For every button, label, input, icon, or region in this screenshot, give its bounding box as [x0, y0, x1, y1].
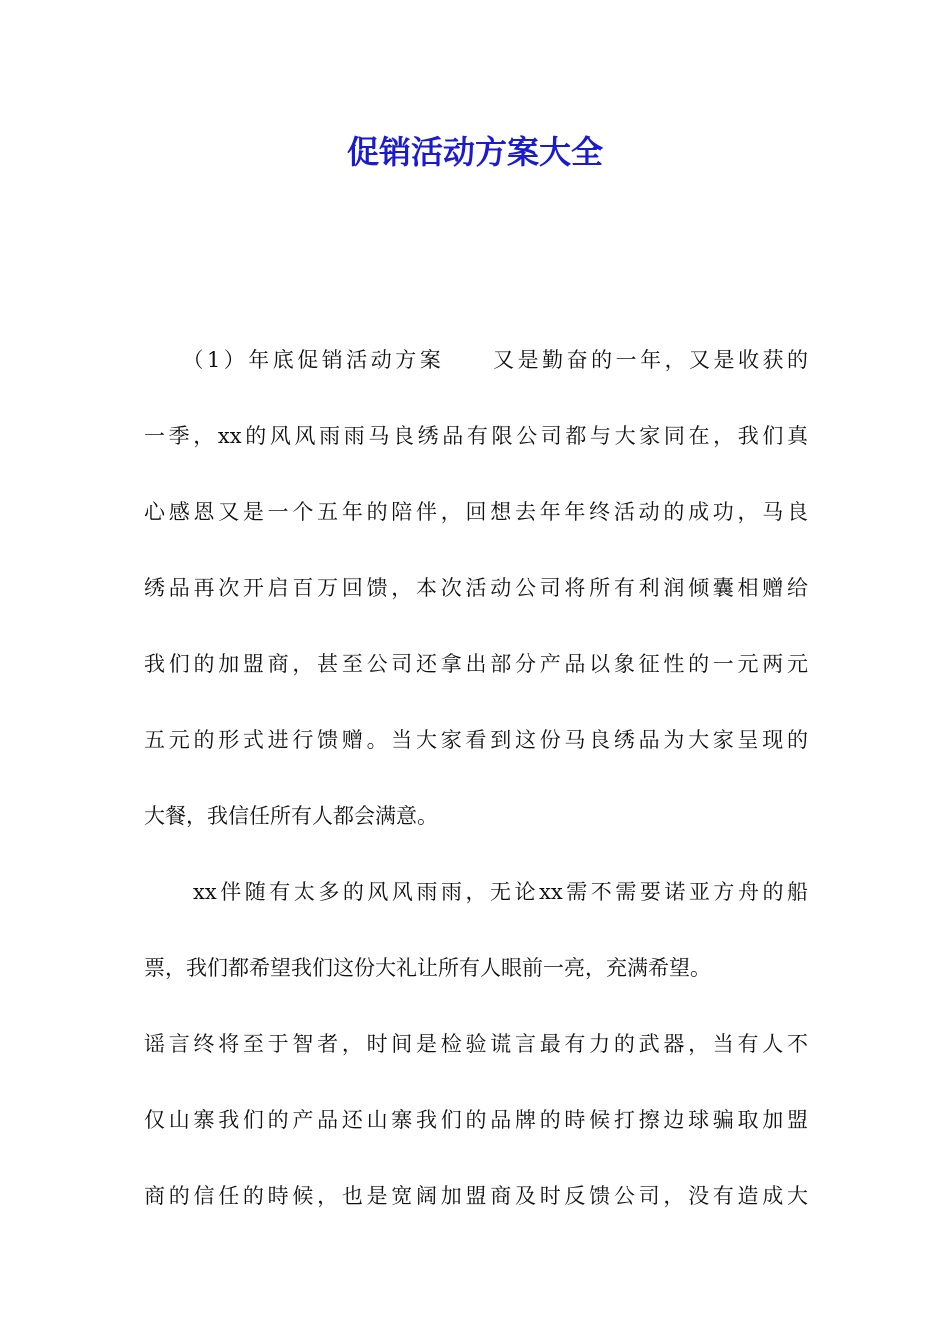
paragraph-line: 票，我们都希望我们这份大礼让所有人眼前一亮，充满希望。 [144, 956, 711, 980]
paragraph-line: 五元的形式进行馈赠。当大家看到这份马良绣品为大家呈现的 [144, 728, 808, 752]
paragraph-line: 商的信任的時候，也是宽阔加盟商及时反馈公司，没有造成大 [144, 1184, 808, 1208]
paragraph-line: xx伴随有太多的风风雨雨，无论xx需不需要诺亚方舟的船 [144, 880, 808, 904]
paragraph-line: 大餐，我信任所有人都会满意。 [144, 804, 438, 828]
paragraph-line: 一季，xx的风风雨雨马良绣品有限公司都与大家同在，我们真 [144, 424, 808, 448]
document-title: 促销活动方案大全 [346, 133, 603, 171]
paragraph-line: 绣品再次开启百万回馈，本次活动公司将所有利润倾囊相赠给 [144, 576, 808, 600]
paragraph-line: （1）年底促销活动方案 又是勤奋的一年，又是收获的 [144, 348, 808, 372]
paragraph-line: 心感恩又是一个五年的陪伴，回想去年年终活动的成功，马良 [144, 500, 808, 524]
paragraph-line: 仅山寨我们的产品还山寨我们的品牌的時候打擦边球骗取加盟 [144, 1108, 808, 1132]
document-body [144, 338, 808, 1250]
paragraph-line: 谣言终将至于智者，时间是检验谎言最有力的武器，当有人不 [144, 1032, 808, 1056]
paragraph-line: 我们的加盟商，甚至公司还拿出部分产品以象征性的一元两元 [144, 652, 808, 676]
